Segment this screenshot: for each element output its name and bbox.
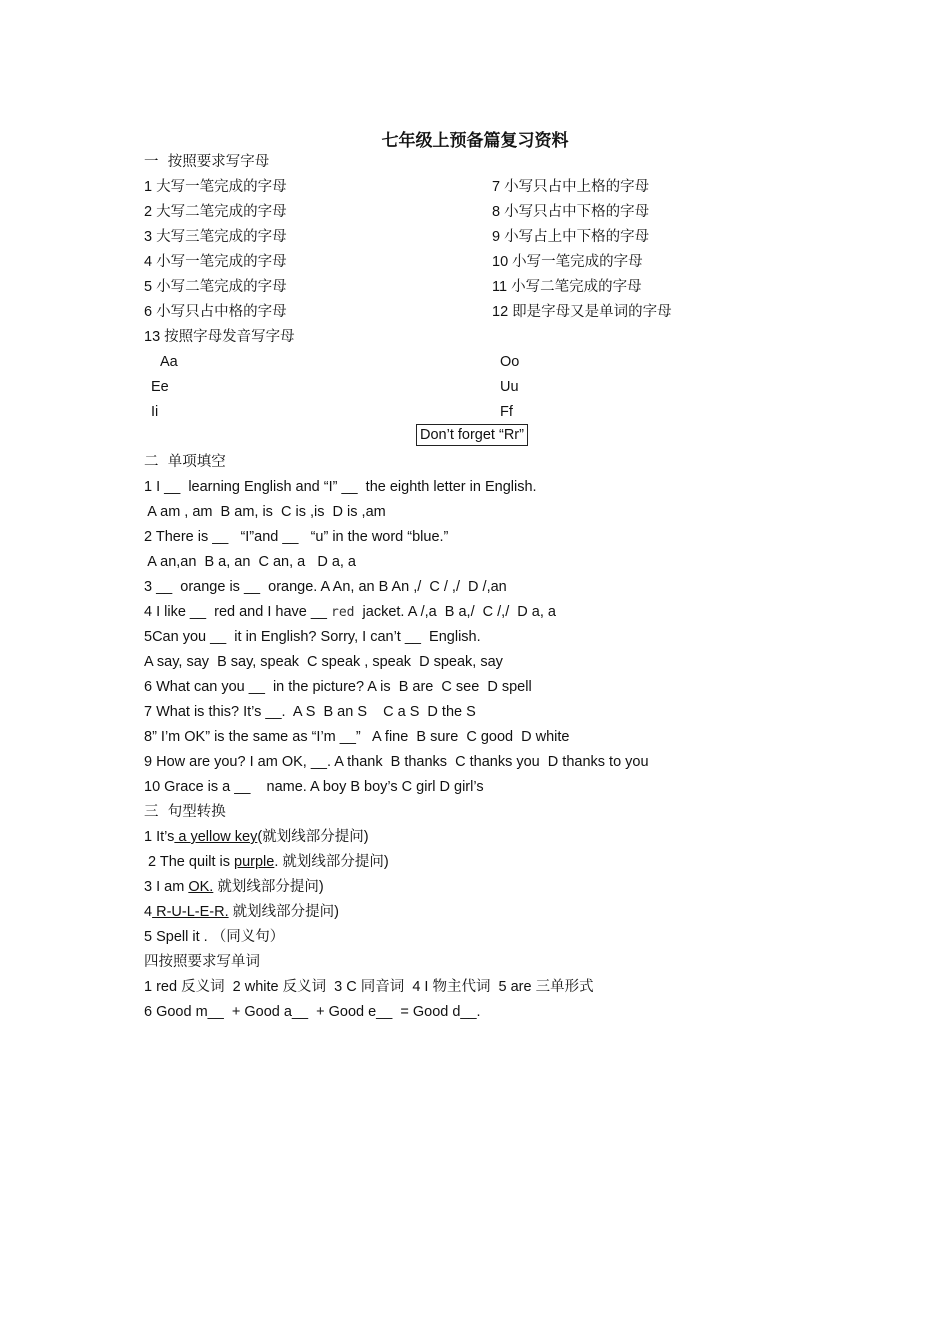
question-line: A an,an B a, an C an, a D a, a [144, 554, 356, 570]
question-line: 1 I __ learning English and “I” __ the eighth letter in English. [144, 479, 537, 495]
transform-question: 5 Spell it . （同义句） [144, 929, 285, 945]
question-line: A am , am B am, is C is ,is D is ,am [144, 504, 386, 520]
section1-heading: 一 按照要求写字母 [144, 154, 270, 170]
section1-item13: 13 按照字母发音写字母 [144, 329, 295, 345]
section1-left-item: 5 小写二笔完成的字母 [144, 279, 287, 295]
transform-question [144, 827, 369, 847]
letter-pair: Ff [500, 404, 513, 420]
q4-text: 4 [144, 904, 153, 920]
section1-left-item: 3 大写三笔完成的字母 [144, 229, 287, 245]
section1-left-item: 4 小写一笔完成的字母 [144, 254, 287, 270]
transform-question [144, 877, 324, 897]
question-4-start: 4 I like __ red and I have __ [144, 604, 332, 620]
q2-text: 2 The quilt is [144, 854, 235, 870]
q1-underlined: a yellow key [174, 829, 258, 845]
question-line: 9 How are you? I am OK, __. A thank B thanks C thanks you D thanks to you [144, 754, 649, 770]
boxed-note: Don’t forget “Rr” [416, 424, 528, 446]
question-line: 3 __ orange is __ orange. A An, an B An ,/ C / ,/ D /,an [144, 579, 507, 595]
q1-instruction: (就划线部分提问) [257, 829, 369, 845]
question-line: 2 There is __ “I”and __ “u” in the word “blue.” [144, 529, 449, 545]
question-line: 7 What is this? It’s __. A S B an S C a S D the S [144, 704, 476, 720]
letter-pair: Oo [500, 354, 520, 370]
word-task-line: 1 red 反义词 2 white 反义词 3 C 同音词 4 I 物主代词 5 are 三单形式 [144, 979, 594, 995]
question-4-end: jacket. A /,a B a,/ C /,/ D a, a [354, 604, 556, 620]
question-line: 6 What can you __ in the picture? A is B are C see D spell [144, 679, 532, 695]
section1-right-item: 11 小写二笔完成的字母 [492, 279, 642, 295]
transform-question [144, 902, 339, 922]
question-4-red-word: red [331, 605, 355, 620]
letter-pair: Uu [500, 379, 519, 395]
q1-text: 1 It’s [144, 829, 175, 845]
word-task-line: 6 Good m__ + Good a__ + Good e__ = Good d__. [144, 1004, 481, 1020]
section2-heading: 二 单项填空 [144, 454, 226, 470]
section1-right-item: 8 小写只占中下格的字母 [492, 204, 650, 220]
letter-pair: Ii [151, 404, 159, 420]
section4-heading: 四按照要求写单词 [144, 954, 260, 970]
section1-right-item: 12 即是字母又是单词的字母 [492, 304, 672, 320]
question-line: 10 Grace is a __ name. A boy B boy’s C girl D girl’s [144, 779, 484, 795]
transform-question [144, 852, 389, 872]
q3-instruction: 就划线部分提问) [213, 879, 324, 895]
q4-underlined: R-U-L-E-R. [152, 904, 229, 920]
question-line-4 [144, 602, 556, 623]
letter-pair: Aa [160, 354, 178, 370]
letter-pair: Ee [151, 379, 169, 395]
q3-text: 3 I am [144, 879, 189, 895]
q2-underlined: purple [234, 854, 275, 870]
question-line: 5Can you __ it in English? Sorry, I can’t __ English. [144, 629, 481, 645]
q3-underlined: OK. [188, 879, 214, 895]
question-line: A say, say B say, speak C speak , speak D speak, say [144, 654, 503, 670]
q2-instruction: . 就划线部分提问) [274, 854, 389, 870]
section1-right-item: 7 小写只占中上格的字母 [492, 179, 650, 195]
question-line: 8” I’m OK” is the same as “I’m __” A fine B sure C good D white [144, 729, 570, 745]
page-title: 七年级上预备篇复习资料 [381, 131, 569, 151]
section1-left-item: 6 小写只占中格的字母 [144, 304, 287, 320]
section3-heading: 三 句型转换 [144, 804, 226, 820]
section1-right-item: 9 小写占上中下格的字母 [492, 229, 650, 245]
section1-left-item: 1 大写一笔完成的字母 [144, 179, 287, 195]
q4-instruction: 就划线部分提问) [228, 904, 339, 920]
section1-right-item: 10 小写一笔完成的字母 [492, 254, 643, 270]
section1-left-item: 2 大写二笔完成的字母 [144, 204, 287, 220]
